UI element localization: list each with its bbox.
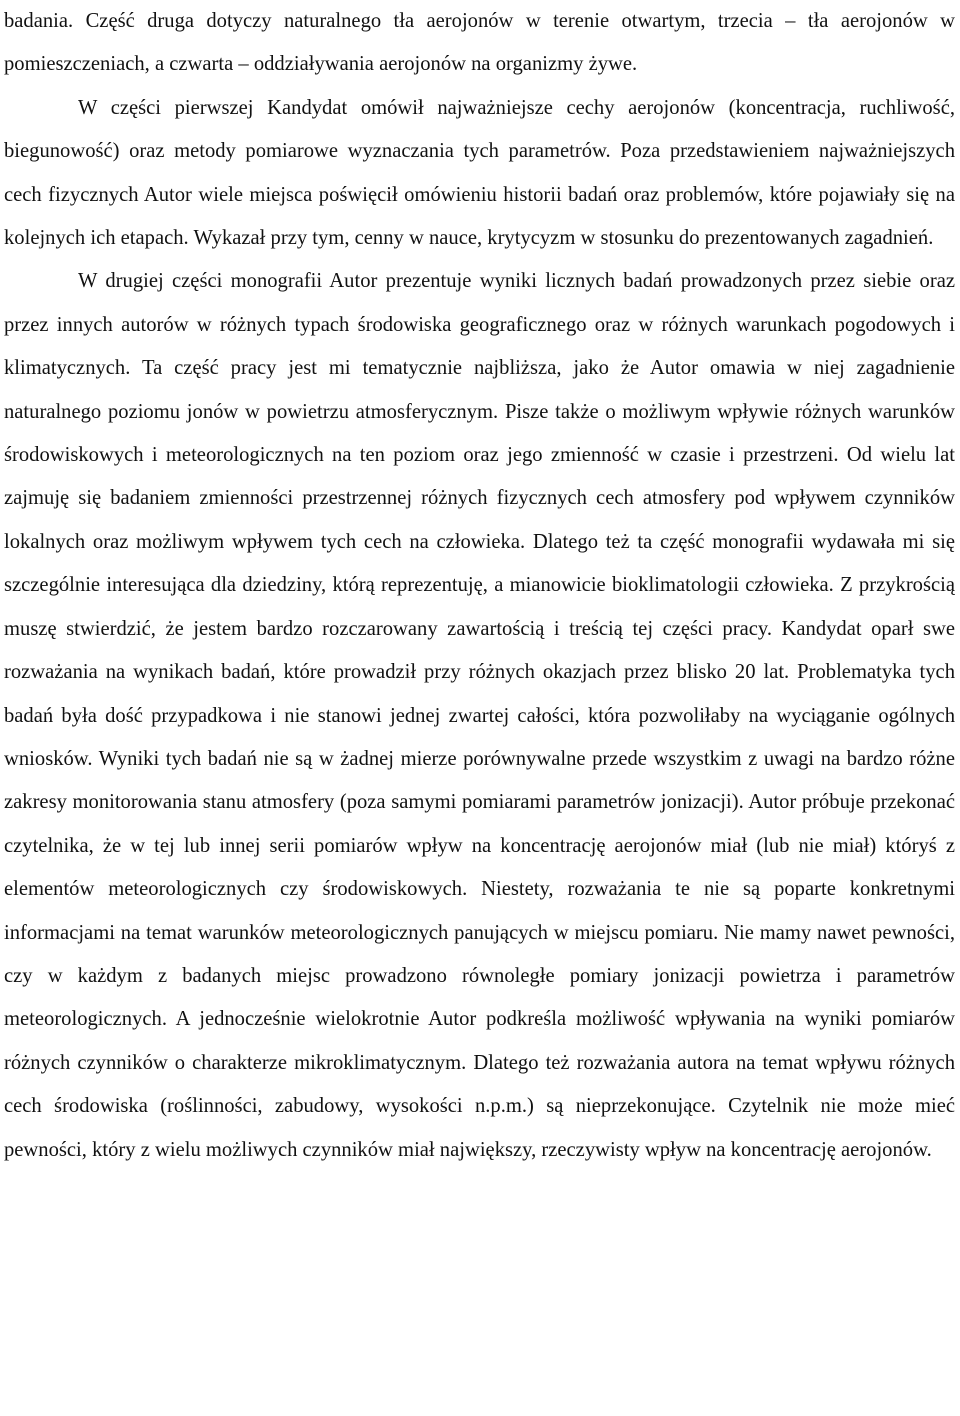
paragraph-part-two: W drugiej części monografii Autor prezentuje wyniki licznych badań prowadzonych przez siebie oraz przez innych autorów w różnych typach środowiska geograficznego oraz w różnych warunkach pogodowych i klimatycznych. Ta część pracy jest mi tematycznie najbliższa, jako że Autor omawia w niej zagadnienie naturalnego poziomu jonów w powietrzu atmosferycznym. Pisze także o możliwym wpływie różnych warunków środowiskowych i meteorologicznych na ten poziom oraz jego zmienność w czasie i przestrzeni. Od wielu lat zajmuję się badaniem zmienności przestrzennej różnych fizycznych cech atmosfery pod wpływem czynników lokalnych oraz możliwym wpływem tych cech na człowieka. Dlatego też ta część monografii wydawała mi się szczególnie interesująca dla dziedziny, którą reprezentuję, a mianowicie bioklimatologii człowieka. Z przykrością muszę stwierdzić, że jestem bardzo rozczarowany zawartością i treścią tej części pracy. Kandydat oparł swe rozważania na wynikach badań, które prowadził przy różnych okazjach przez blisko 20 lat. Problematyka tych badań była dość przypadkowa i nie stanowi jednej zwartej całości, która pozwoliłaby na wyciąganie ogólnych wniosków. Wyniki tych badań nie są w żadnej mierze porównywalne przede wszystkim z uwagi na bardzo różne zakresy monitorowania stanu atmosfery (poza samymi pomiarami parametrów jonizacji). Autor próbuje przekonać czytelnika, że w tej lub innej serii pomiarów wpływ na koncentrację aerojonów miał (lub nie miał) któryś z elementów meteorologicznych czy środowiskowych. Niestety, rozważania te nie są poparte konkretnymi informacjami na temat warunków meteorologicznych panujących w miejscu pomiaru. Nie mamy nawet pewności, czy w każdym z badanych miejsc prowadzono równoległe pomiary jonizacji powietrza i parametrów meteorologicznych. A jednocześnie wielokrotnie Autor podkreśla możliwość wpływania na wyniki pomiarów różnych czynników o charakterze mikroklimatycznym. Dlatego też rozważania autora na temat wpływu różnych cech środowiska (roślinności, zabudowy, wysokości n.p.m.) są nieprzekonujące. Czytelnik nie może mieć pewności, który z wielu możliwych czynników miał największy, rzeczywisty wpływ na koncentrację aerojonów. — [4, 270, 955, 1161]
paragraph-continuation: badania. Część druga dotyczy naturalnego tła aerojonów w terenie otwartym, trzecia – tła aerojonów w pomieszczeniach, a czwarta – oddziaływania aerojonów na organizmy żywe. — [4, 10, 955, 76]
document-page — [4, 0, 955, 1416]
paragraph-part-one: W części pierwszej Kandydat omówił najważniejsze cechy aerojonów (koncentracja, ruchliwość, biegunowość) oraz metody pomiarowe wyznaczania tych parametrów. Poza przedstawieniem najważniejszych cech fizycznych Autor wiele miejsca poświęcił omówieniu historii badań oraz problemów, które pojawiały się na kolejnych ich etapach. Wykazał przy tym, cenny w nauce, krytycyzm w stosunku do prezentowanych zagadnień. — [4, 96, 955, 250]
